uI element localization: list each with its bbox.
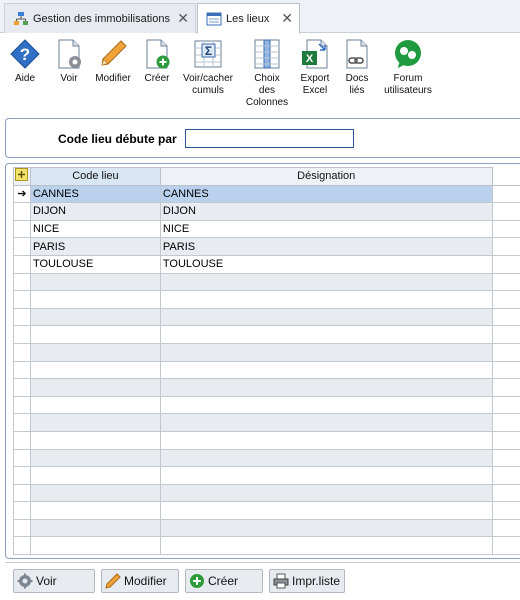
- row-indicator[interactable]: [14, 220, 31, 238]
- cell-designation[interactable]: [160, 449, 492, 467]
- cell-code-lieu[interactable]: NICE: [30, 220, 160, 238]
- columns-icon: [251, 38, 283, 70]
- row-filler: [492, 379, 520, 397]
- cell-designation[interactable]: [160, 379, 492, 397]
- printer-icon: [273, 573, 289, 589]
- cell-designation[interactable]: [160, 361, 492, 379]
- row-indicator[interactable]: [14, 326, 31, 344]
- add-column-corner-button[interactable]: [14, 168, 31, 186]
- cell-code-lieu[interactable]: [30, 379, 160, 397]
- row-indicator[interactable]: [14, 203, 31, 221]
- cell-designation[interactable]: [160, 414, 492, 432]
- grid-body: [14, 185, 520, 554]
- row-filler: [492, 361, 520, 379]
- table-row[interactable]: [14, 220, 520, 238]
- cell-designation[interactable]: CANNES: [160, 185, 492, 203]
- cell-designation[interactable]: [160, 467, 492, 485]
- row-filler: [492, 467, 520, 485]
- table-row[interactable]: [14, 519, 520, 537]
- cell-code-lieu[interactable]: [30, 361, 160, 379]
- cell-code-lieu[interactable]: DIJON: [30, 203, 160, 221]
- column-header-code-lieu[interactable]: Code lieu: [30, 168, 160, 186]
- table-row[interactable]: [14, 326, 520, 344]
- bottom-action-bar: [5, 562, 520, 600]
- cell-code-lieu[interactable]: [30, 431, 160, 449]
- cell-code-lieu[interactable]: [30, 519, 160, 537]
- table-row[interactable]: [14, 203, 520, 221]
- svg-text:Σ: Σ: [204, 44, 213, 58]
- table-row[interactable]: [14, 291, 520, 309]
- row-indicator[interactable]: [14, 308, 31, 326]
- gear-view-icon: [17, 573, 33, 589]
- tab-label: Gestion des immobilisations: [33, 12, 170, 25]
- table-row[interactable]: [14, 343, 520, 361]
- row-filler: [492, 396, 520, 414]
- svg-text:?: ?: [19, 45, 31, 64]
- row-filler: [492, 308, 520, 326]
- cell-code-lieu[interactable]: [30, 326, 160, 344]
- table-row[interactable]: [14, 449, 520, 467]
- row-indicator[interactable]: [14, 396, 31, 414]
- cell-designation[interactable]: [160, 308, 492, 326]
- row-filler: [492, 414, 520, 432]
- row-indicator[interactable]: [14, 431, 31, 449]
- row-indicator[interactable]: [14, 238, 31, 256]
- row-filler: [492, 519, 520, 537]
- row-filler: [492, 238, 520, 256]
- pencil-icon: [105, 573, 121, 589]
- pencil-icon: [97, 38, 129, 70]
- toolbar: [0, 34, 520, 112]
- cell-designation[interactable]: [160, 537, 492, 555]
- code-lieu-filter-input[interactable]: [185, 129, 354, 148]
- bottom-impr-liste-button[interactable]: Impr.liste: [269, 569, 345, 593]
- filter-label: Code lieu débute par: [58, 132, 177, 146]
- tab-gestion-immobilisations[interactable]: [4, 3, 196, 33]
- row-indicator[interactable]: [14, 361, 31, 379]
- tab-les-lieux[interactable]: [197, 3, 300, 34]
- docs-lies-button[interactable]: Docs liés: [340, 38, 374, 97]
- row-indicator[interactable]: [14, 484, 31, 502]
- tab-label: Les lieux: [226, 12, 270, 25]
- row-indicator[interactable]: [14, 519, 31, 537]
- table-row[interactable]: [14, 255, 520, 273]
- add-circle-icon: [189, 573, 205, 589]
- cell-code-lieu[interactable]: [30, 449, 160, 467]
- view-document-icon: [53, 38, 85, 70]
- cell-code-lieu[interactable]: PARIS: [30, 238, 160, 256]
- cell-code-lieu[interactable]: [30, 343, 160, 361]
- table-row[interactable]: [14, 273, 520, 291]
- modifier-button[interactable]: Modifier: [92, 38, 134, 85]
- export-excel-button[interactable]: X Export Excel: [297, 38, 333, 97]
- table-row[interactable]: [14, 185, 520, 203]
- row-filler: [492, 255, 520, 273]
- cell-designation[interactable]: [160, 519, 492, 537]
- choix-colonnes-button[interactable]: Choix des Colonnes: [245, 38, 289, 109]
- new-document-icon: [141, 38, 173, 70]
- cell-designation[interactable]: [160, 431, 492, 449]
- table-row[interactable]: [14, 467, 520, 485]
- cell-code-lieu[interactable]: [30, 308, 160, 326]
- row-filler: [492, 449, 520, 467]
- cell-designation[interactable]: DIJON: [160, 203, 492, 221]
- cell-code-lieu[interactable]: TOULOUSE: [30, 255, 160, 273]
- filter-panel: [5, 118, 520, 158]
- cell-designation[interactable]: [160, 343, 492, 361]
- cell-code-lieu[interactable]: [30, 537, 160, 555]
- cell-code-lieu[interactable]: [30, 396, 160, 414]
- cell-designation[interactable]: [160, 396, 492, 414]
- row-indicator[interactable]: [14, 467, 31, 485]
- column-header-designation[interactable]: Désignation: [160, 168, 492, 186]
- row-filler: [492, 431, 520, 449]
- row-filler: [492, 343, 520, 361]
- aide-button[interactable]: ? Aide: [8, 38, 42, 85]
- row-filler: [492, 203, 520, 221]
- row-filler: [492, 502, 520, 520]
- table-row[interactable]: [14, 361, 520, 379]
- cell-designation[interactable]: PARIS: [160, 238, 492, 256]
- table-row[interactable]: [14, 431, 520, 449]
- cell-designation[interactable]: NICE: [160, 220, 492, 238]
- cell-code-lieu[interactable]: [30, 502, 160, 520]
- row-filler: [492, 537, 520, 555]
- cell-designation[interactable]: [160, 273, 492, 291]
- row-indicator[interactable]: [14, 273, 31, 291]
- row-filler: [492, 326, 520, 344]
- close-tab-icon[interactable]: ✕: [177, 10, 189, 26]
- cell-code-lieu[interactable]: CANNES: [30, 185, 160, 203]
- cell-code-lieu[interactable]: [30, 291, 160, 309]
- cell-designation[interactable]: [160, 326, 492, 344]
- table-row[interactable]: [14, 379, 520, 397]
- bottom-creer-button[interactable]: Créer: [185, 569, 263, 593]
- help-icon: [9, 38, 41, 70]
- bottom-voir-button[interactable]: Voir: [13, 569, 95, 593]
- column-header-filler: [492, 168, 520, 186]
- row-filler: [492, 185, 520, 203]
- row-indicator[interactable]: [14, 449, 31, 467]
- cell-code-lieu[interactable]: [30, 273, 160, 291]
- sigma-sum-icon: [192, 38, 224, 70]
- voir-button[interactable]: Voir: [52, 38, 86, 85]
- cell-code-lieu[interactable]: [30, 414, 160, 432]
- cell-designation[interactable]: [160, 502, 492, 520]
- close-tab-icon[interactable]: ✕: [281, 10, 293, 26]
- tab-bar: [0, 0, 520, 33]
- row-filler: [492, 220, 520, 238]
- cell-designation[interactable]: TOULOUSE: [160, 255, 492, 273]
- cell-designation[interactable]: [160, 291, 492, 309]
- forum-chat-icon: [392, 38, 424, 70]
- org-chart-icon: [13, 11, 29, 27]
- lieux-grid: [13, 167, 520, 555]
- row-indicator[interactable]: [14, 414, 31, 432]
- row-indicator[interactable]: [14, 502, 31, 520]
- creer-button[interactable]: Créer: [140, 38, 174, 85]
- row-indicator[interactable]: [14, 255, 31, 273]
- cell-designation[interactable]: [160, 484, 492, 502]
- table-row[interactable]: [14, 238, 520, 256]
- row-filler: [492, 484, 520, 502]
- linked-documents-icon: [341, 38, 373, 70]
- table-row[interactable]: [14, 484, 520, 502]
- table-window-icon: [206, 11, 222, 27]
- table-row[interactable]: [14, 414, 520, 432]
- row-indicator[interactable]: [14, 291, 31, 309]
- row-indicator[interactable]: [14, 537, 31, 555]
- voir-cacher-cumuls-button[interactable]: Σ Voir/cacher cumuls: [180, 38, 236, 97]
- bottom-modifier-button[interactable]: Modifier: [101, 569, 179, 593]
- row-indicator[interactable]: [14, 379, 31, 397]
- table-row[interactable]: [14, 396, 520, 414]
- row-filler: [492, 291, 520, 309]
- row-indicator[interactable]: ➔: [14, 185, 31, 203]
- excel-export-icon: [299, 38, 331, 70]
- svg-text:X: X: [305, 53, 314, 65]
- table-row[interactable]: [14, 537, 520, 555]
- table-row[interactable]: [14, 308, 520, 326]
- add-icon: [15, 168, 28, 181]
- forum-utilisateurs-button[interactable]: Forum utilisateurs: [381, 38, 435, 97]
- cell-code-lieu[interactable]: [30, 467, 160, 485]
- cell-code-lieu[interactable]: [30, 484, 160, 502]
- table-row[interactable]: [14, 502, 520, 520]
- row-indicator[interactable]: [14, 343, 31, 361]
- row-filler: [492, 273, 520, 291]
